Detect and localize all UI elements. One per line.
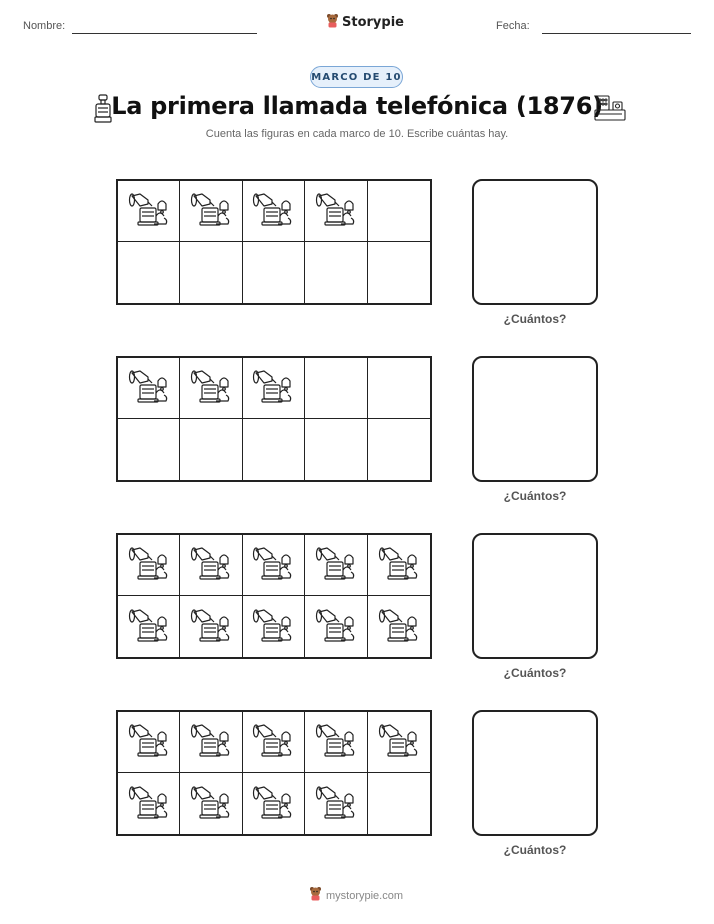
frame-cell bbox=[368, 242, 430, 303]
frame-cell bbox=[118, 419, 180, 480]
frame-cell bbox=[305, 773, 367, 834]
gramophone-phone-icon bbox=[190, 367, 232, 409]
frame-cell bbox=[243, 358, 305, 419]
frame-cell bbox=[118, 181, 180, 242]
frame-cell bbox=[305, 535, 367, 596]
frame-cell bbox=[243, 242, 305, 303]
worksheet-type-badge: MARCO DE 10 bbox=[310, 66, 403, 88]
footer bbox=[309, 886, 403, 905]
frame-cell bbox=[118, 712, 180, 773]
frame-cell bbox=[118, 596, 180, 657]
gramophone-phone-icon bbox=[252, 544, 294, 586]
frame-cell bbox=[305, 596, 367, 657]
gramophone-phone-icon bbox=[128, 783, 170, 825]
ten-frame bbox=[116, 179, 432, 305]
switchboard-icon bbox=[594, 94, 626, 126]
ten-frame bbox=[116, 356, 432, 482]
gramophone-phone-icon bbox=[190, 606, 232, 648]
gramophone-phone-icon bbox=[378, 606, 420, 648]
gramophone-phone-icon bbox=[128, 721, 170, 763]
frame-cell bbox=[305, 419, 367, 480]
gramophone-phone-icon bbox=[128, 190, 170, 232]
frame-cell bbox=[305, 712, 367, 773]
name-label: Nombre: bbox=[23, 20, 66, 32]
frame-cell bbox=[368, 358, 430, 419]
frame-cell bbox=[118, 773, 180, 834]
gramophone-phone-icon bbox=[190, 721, 232, 763]
frame-cell bbox=[368, 181, 430, 242]
gramophone-phone-icon bbox=[315, 606, 357, 648]
ten-frame bbox=[116, 533, 432, 659]
instructions: Cuenta las figuras en cada marco de 10. Escribe cuántas hay. bbox=[205, 128, 509, 140]
frame-cell bbox=[180, 181, 242, 242]
answer-prompt: ¿Cuántos? bbox=[503, 843, 567, 857]
frame-cell bbox=[243, 419, 305, 480]
gramophone-phone-icon bbox=[252, 190, 294, 232]
answer-prompt: ¿Cuántos? bbox=[503, 489, 567, 503]
gramophone-phone-icon bbox=[252, 783, 294, 825]
gramophone-phone-icon bbox=[378, 721, 420, 763]
gramophone-phone-icon bbox=[190, 783, 232, 825]
brand-logo bbox=[326, 13, 404, 32]
frame-cell bbox=[243, 712, 305, 773]
bear-logo-icon bbox=[326, 13, 339, 32]
frame-cell bbox=[180, 419, 242, 480]
frame-cell bbox=[180, 242, 242, 303]
frame-cell bbox=[180, 712, 242, 773]
gramophone-phone-icon bbox=[252, 606, 294, 648]
date-line[interactable] bbox=[542, 33, 691, 34]
frame-cell bbox=[180, 596, 242, 657]
gramophone-phone-icon bbox=[315, 721, 357, 763]
frame-cell bbox=[368, 712, 430, 773]
frame-cell bbox=[305, 242, 367, 303]
brand-name: Storypie bbox=[342, 15, 404, 30]
footer-url: mystorypie.com bbox=[326, 889, 404, 902]
answer-box[interactable] bbox=[472, 533, 598, 659]
answer-box[interactable] bbox=[472, 179, 598, 305]
ten-frame bbox=[116, 710, 432, 836]
frame-cell bbox=[368, 419, 430, 480]
bear-logo-icon bbox=[309, 886, 322, 905]
gramophone-phone-icon bbox=[190, 544, 232, 586]
gramophone-phone-icon bbox=[315, 544, 357, 586]
gramophone-phone-icon bbox=[190, 190, 232, 232]
frame-cell bbox=[243, 596, 305, 657]
gramophone-phone-icon bbox=[128, 606, 170, 648]
gramophone-phone-icon bbox=[128, 367, 170, 409]
date-label: Fecha: bbox=[496, 20, 530, 32]
gramophone-phone-icon bbox=[252, 721, 294, 763]
page-title: La primera llamada telefónica (1876) bbox=[111, 92, 603, 120]
frame-cell bbox=[243, 535, 305, 596]
frame-cell bbox=[180, 535, 242, 596]
answer-prompt: ¿Cuántos? bbox=[503, 312, 567, 326]
gramophone-phone-icon bbox=[128, 544, 170, 586]
frame-cell bbox=[180, 358, 242, 419]
gramophone-phone-icon bbox=[378, 544, 420, 586]
frame-cell bbox=[118, 358, 180, 419]
frame-cell bbox=[243, 181, 305, 242]
frame-cell bbox=[118, 535, 180, 596]
frame-cell bbox=[305, 358, 367, 419]
answer-box[interactable] bbox=[472, 356, 598, 482]
frame-cell bbox=[305, 181, 367, 242]
frame-cell bbox=[243, 773, 305, 834]
gramophone-phone-icon bbox=[315, 190, 357, 232]
gramophone-phone-icon bbox=[252, 367, 294, 409]
answer-prompt: ¿Cuántos? bbox=[503, 666, 567, 680]
frame-cell bbox=[118, 242, 180, 303]
answer-box[interactable] bbox=[472, 710, 598, 836]
frame-cell bbox=[368, 596, 430, 657]
gramophone-phone-icon bbox=[315, 783, 357, 825]
frame-cell bbox=[180, 773, 242, 834]
frame-cell bbox=[368, 773, 430, 834]
name-line[interactable] bbox=[72, 33, 257, 34]
frame-cell bbox=[368, 535, 430, 596]
